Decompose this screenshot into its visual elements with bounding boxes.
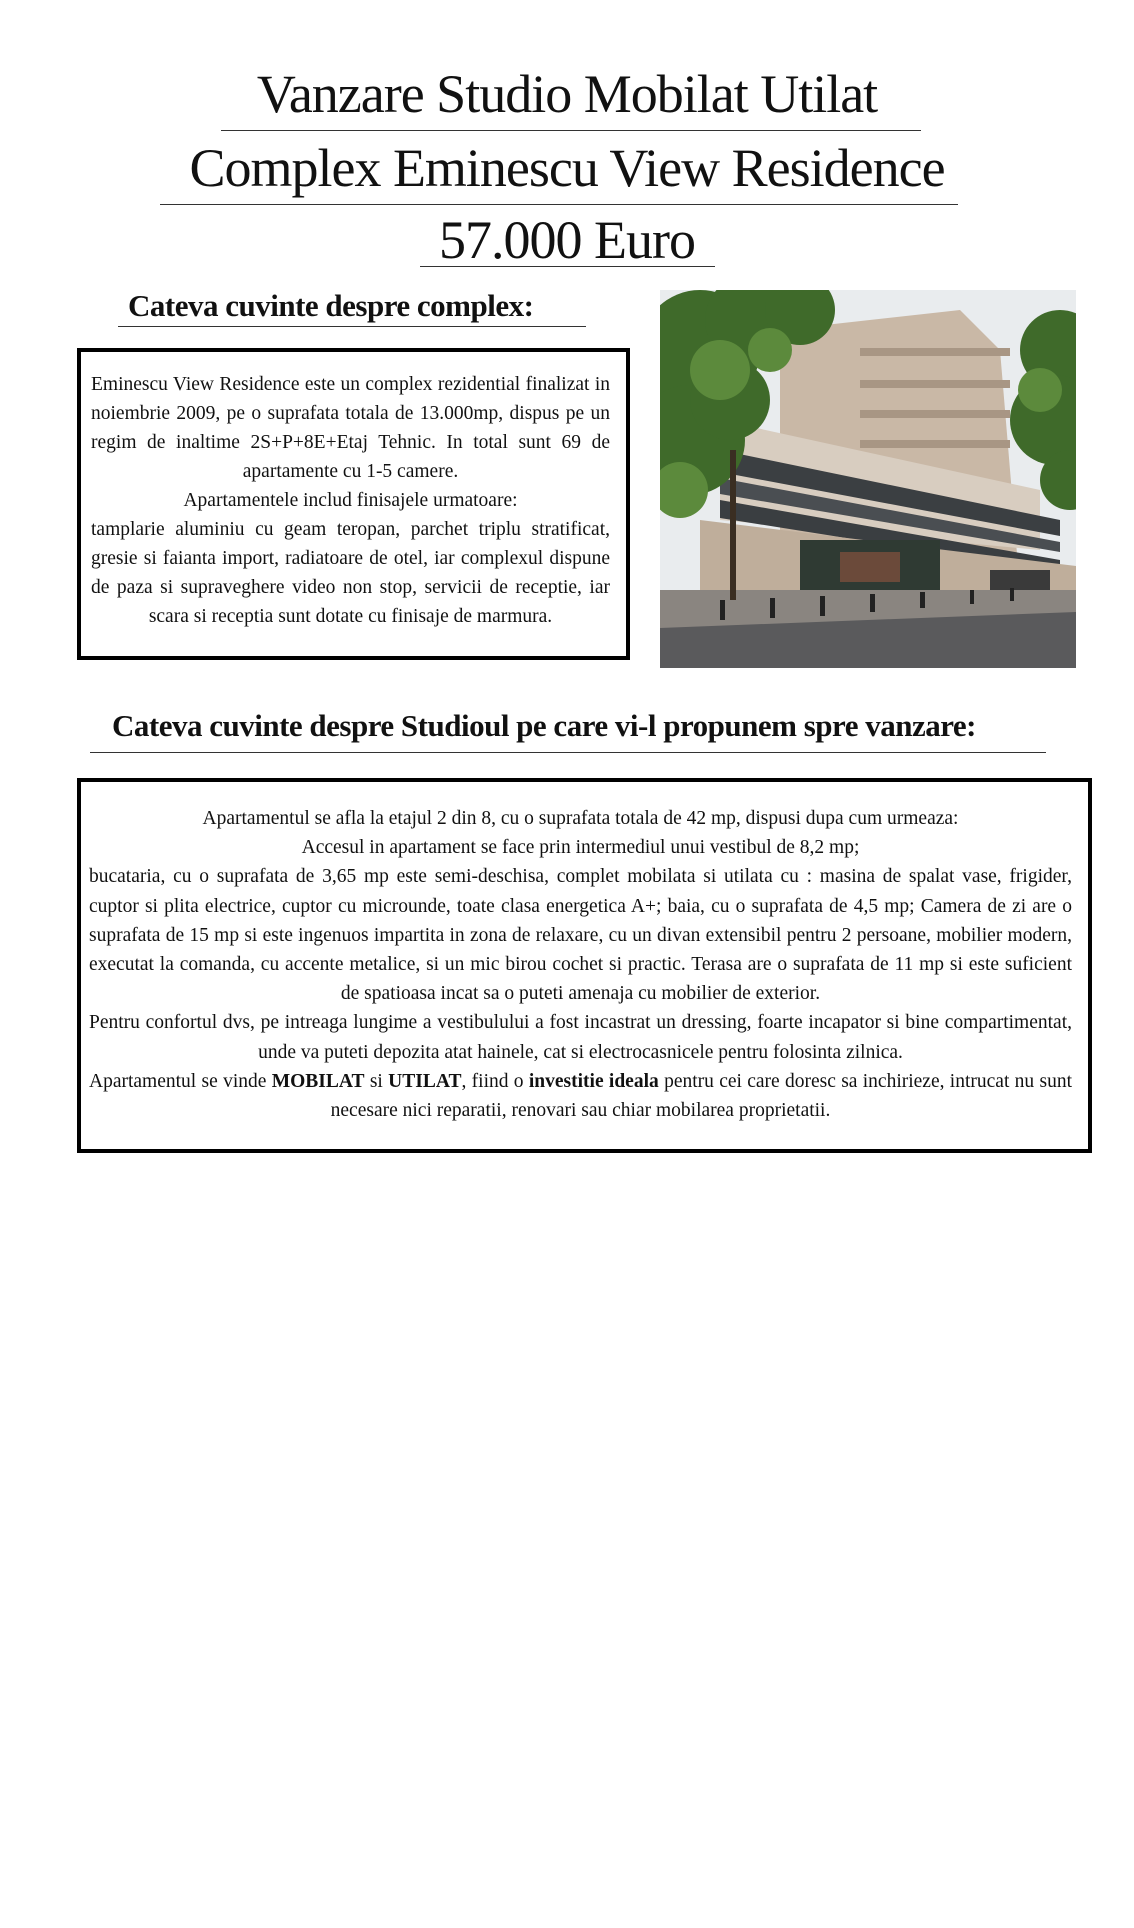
sale-bold-mobilat: MOBILAT	[271, 1070, 365, 1092]
complex-description-text	[91, 370, 610, 631]
building-photo	[660, 290, 1076, 668]
studio-description-box	[77, 778, 1092, 1153]
complex-paragraph-intro: Eminescu View Residence este un complex rezidential finalizat in noiembrie 2009, pe o suprafata totala de 13.000mp, dispus pe un regim de inaltime 2S+P+8E+Etaj Tehnic. In total sunt 69 de apartamente cu 1-5 camere.	[91, 374, 610, 482]
page-title-line-1: Vanzare Studio Mobilat Utilat	[256, 64, 878, 124]
complex-description-box	[77, 348, 630, 660]
sale-text-suffix: pentru cei care doresc sa inchirieze, intrucat nu sunt necesare nici reparatii, renovari sau chiar mobilarea proprietatii.	[330, 1070, 1072, 1122]
studio-paragraph-access: Accesul in apartament se face prin intermediul unui vestibul de 8,2 mp;	[301, 837, 860, 859]
complex-heading-underline	[118, 326, 586, 327]
studio-paragraph-dressing: Pentru confortul dvs, pe intreaga lungime a vestibulului a fost incastrat un dressing, foarte incapator si bine compartimentat, unde va puteti depozita atat hainele, cat si electrocasnicele pentru folosinta zilnica.	[89, 1012, 1072, 1063]
title-underline-2	[160, 204, 958, 205]
studio-paragraph-sale	[89, 1067, 1072, 1125]
sale-text-prefix: Apartamentul se vinde	[89, 1070, 272, 1092]
studio-paragraph-floor: Apartamentul se afla la etajul 2 din 8, cu o suprafata totala de 42 mp, dispusi dupa cum urmeaza:	[202, 808, 959, 829]
complex-paragraph-finishes-title: Apartamentele includ finisajele urmatoare:	[183, 490, 518, 511]
complex-paragraph-finishes: tamplarie aluminiu cu geam teropan, parchet triplu stratificat, gresie si faianta import, radiatoare de otel, iar complexul dispune de paza si supraveghere video non stop, servicii de receptie, iar scara si receptia sunt dotate cu finisaje de marmura.	[91, 519, 610, 627]
studio-heading-underline	[90, 752, 1046, 753]
page-title-line-2: Complex Eminescu View Residence	[189, 138, 945, 198]
sale-bold-utilat: UTILAT	[388, 1070, 462, 1092]
title-underline-1	[221, 130, 921, 131]
price-underline	[420, 266, 715, 267]
sale-text-and: si	[364, 1070, 389, 1092]
sale-text-mid: , fiind o	[461, 1070, 529, 1092]
complex-section-heading: Cateva cuvinte despre complex:	[128, 288, 534, 323]
studio-section-heading: Cateva cuvinte despre Studioul pe care vi-l propunem spre vanzare:	[112, 708, 976, 743]
studio-paragraph-rooms: bucataria, cu o suprafata de 3,65 mp este semi-deschisa, complet mobilata si utilata cu : masina de spalat vase, frigider, cuptor si plita electrice, cuptor cu microunde, toate clasa energetica A+; baia, cu o suprafata de 4,5 mp; Camera de zi are o suprafata de 15 mp si este ingenuos impartita in zona de relaxare, cu un divan extensibil pentru 2 persoane, mobilier modern, executat la comanda, cu accente metalice, si un mic birou cochet si practic. Terasa are o suprafata de 11 mp si este suficient de spatioasa incat sa o puteti amenaja cu mobilier de exterior.	[89, 866, 1072, 1005]
price-title: 57.000 Euro	[439, 210, 695, 270]
sale-bold-investitie: investitie ideala	[528, 1070, 659, 1092]
studio-description-text	[89, 804, 1072, 1125]
